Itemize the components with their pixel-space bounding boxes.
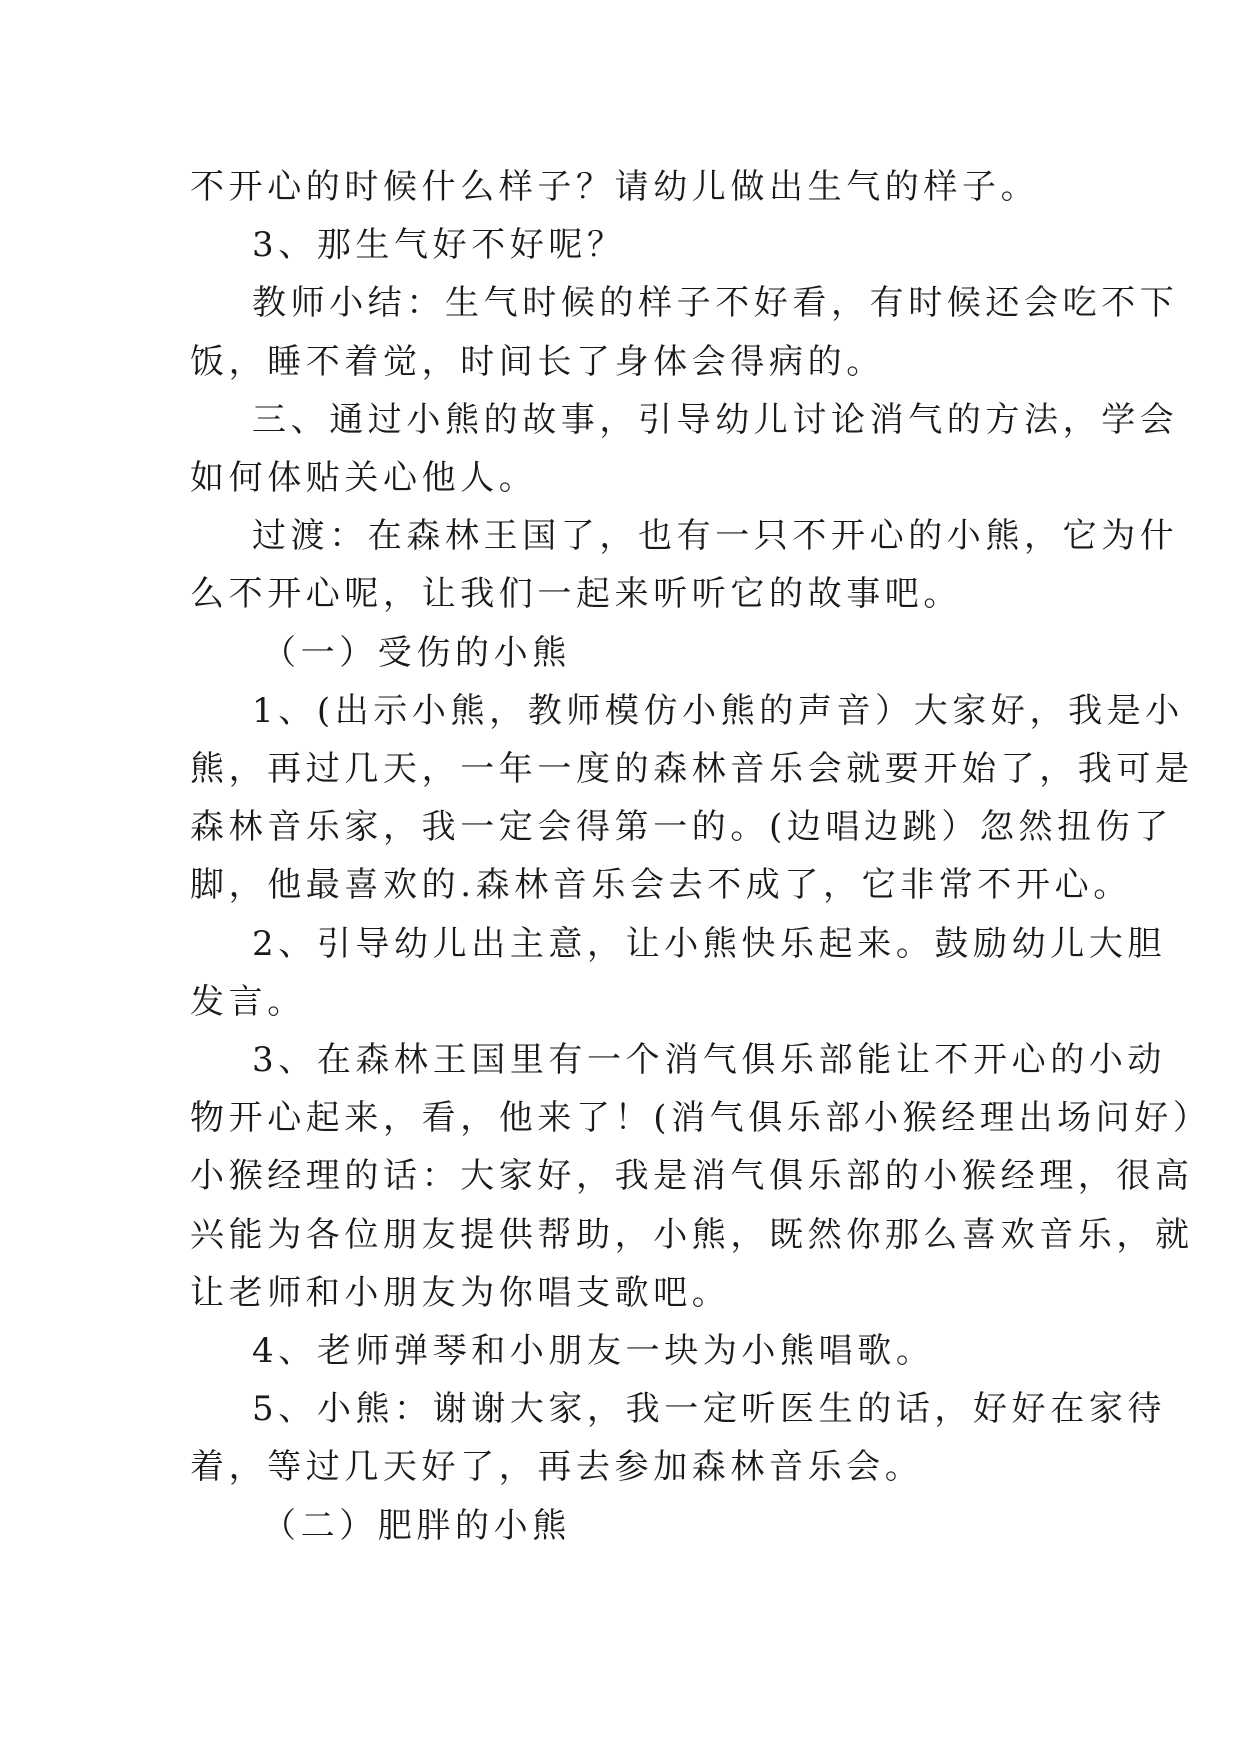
text-line: 脚，他最喜欢的.森林音乐会去不成了，它非常不开心。: [190, 865, 1132, 906]
section-heading: （二）肥胖的小熊: [262, 1505, 571, 1546]
text-line: 3、那生气好不好呢？: [252, 225, 626, 266]
text-line: 森林音乐家，我一定会得第一的。(边唱边跳）忽然扭伤了: [190, 807, 1173, 848]
text-line: 不开心的时候什么样子？请幼儿做出生气的样子。: [190, 167, 1040, 207]
section-heading: （一）受伤的小熊: [262, 632, 571, 673]
text-line: 饭，睡不着觉，时间长了身体会得病的。: [190, 341, 885, 382]
text-line: 小猴经理的话：大家好，我是消气俱乐部的小猴经理，很高: [190, 1156, 1194, 1197]
text-line: 4、老师弹琴和小朋友一块为小熊唱歌。: [252, 1331, 935, 1372]
text-line: 让老师和小朋友为你唱支歌吧。: [190, 1272, 731, 1313]
text-line: 5、小熊：谢谢大家，我一定听医生的话，好好在家待: [252, 1389, 1167, 1430]
text-line: 兴能为各位朋友提供帮助，小熊，既然你那么喜欢音乐，就: [190, 1214, 1194, 1255]
text-line: 1、(出示小熊，教师模仿小熊的声音）大家好，我是小: [252, 690, 1184, 731]
text-line: 熊，再过几天，一年一度的森林音乐会就要开始了，我可是: [190, 749, 1194, 790]
text-line: 三、通过小熊的故事，引导幼儿讨论消气的方法，学会: [252, 399, 1179, 440]
text-line: 物开心起来，看，他来了！(消气俱乐部小猴经理出场问好）: [190, 1098, 1212, 1139]
text-line: 如何体贴关心他人。: [190, 458, 538, 499]
text-line: 么不开心呢，让我们一起来听听它的故事吧。: [190, 574, 962, 615]
text-line: 3、在森林王国里有一个消气俱乐部能让不开心的小动: [252, 1040, 1167, 1081]
text-line: 过渡：在森林王国了，也有一只不开心的小熊，它为什: [252, 516, 1179, 557]
text-line: 2、引导幼儿出主意，让小熊快乐起来。鼓励幼儿大胆: [252, 923, 1167, 964]
text-line: 发言。: [190, 981, 306, 1022]
text-line: 着，等过几天好了，再去参加森林音乐会。: [190, 1447, 924, 1488]
text-line: 教师小结：生气时候的样子不好看，有时候还会吃不下: [252, 283, 1179, 324]
document-body: [190, 158, 1212, 1555]
